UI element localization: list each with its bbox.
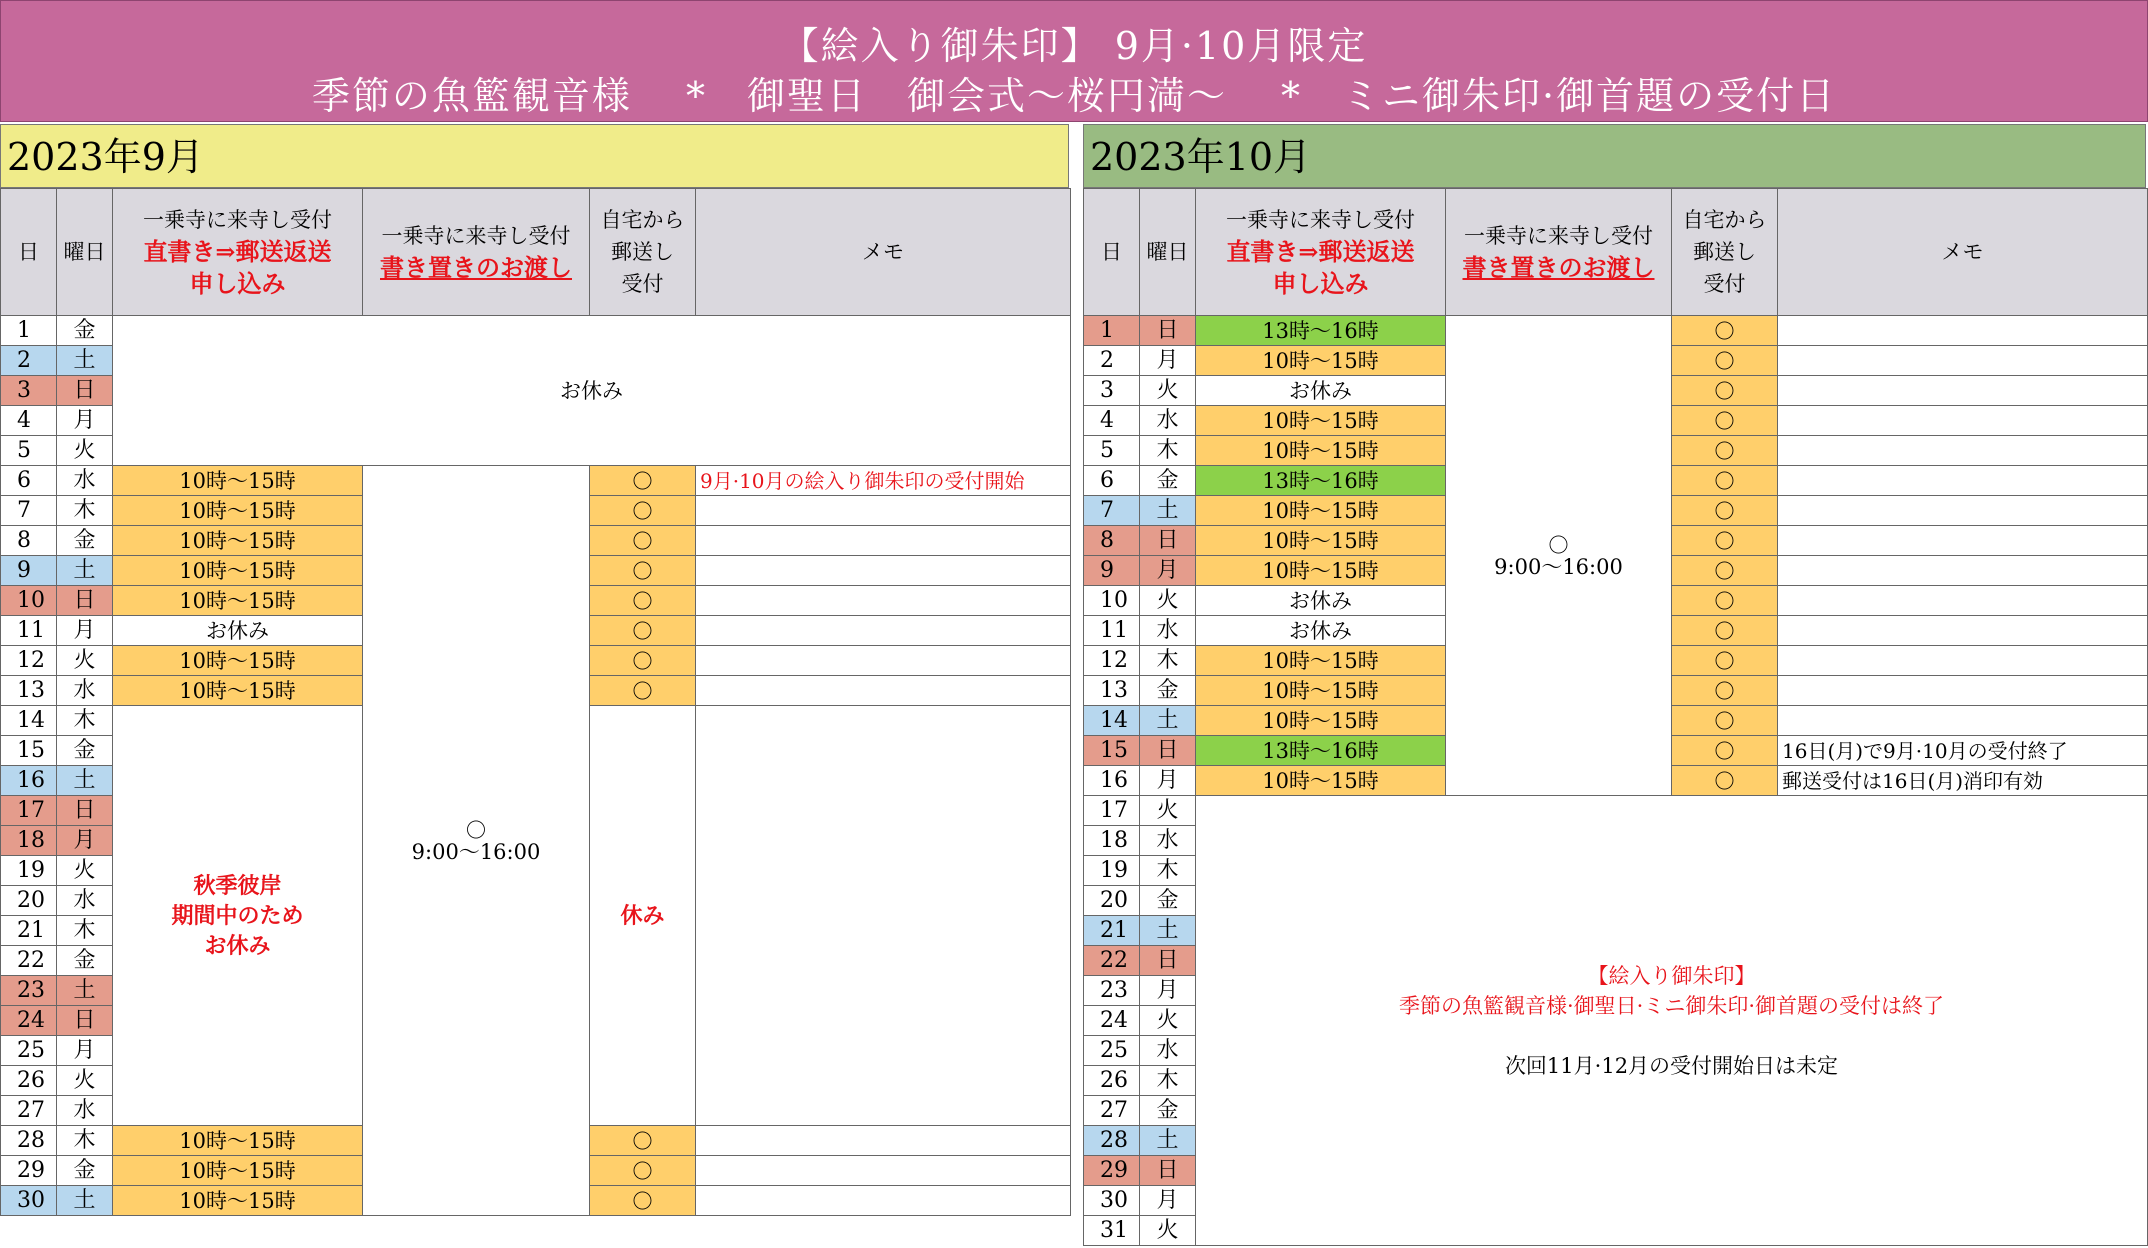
weekday: 水 — [57, 676, 113, 706]
weekday: 水 — [57, 466, 113, 496]
weekday: 木 — [57, 706, 113, 736]
mail-circle: 〇 — [590, 1126, 696, 1156]
weekday: 水 — [1140, 1036, 1196, 1066]
weekday: 金 — [57, 736, 113, 766]
hours-cell: お休み — [1196, 616, 1446, 646]
hours-cell: お休み — [1196, 586, 1446, 616]
weekday: 金 — [1140, 1096, 1196, 1126]
pre-written-circle: 〇 — [1548, 532, 1569, 557]
higan-line3: お休み — [204, 932, 271, 959]
weekday: 月 — [57, 616, 113, 646]
day-number: 14 — [1, 706, 57, 736]
memo-cell — [696, 1186, 1071, 1216]
header-mail — [1672, 189, 1778, 316]
weekday: 火 — [1140, 1216, 1196, 1246]
header-visit-pre-line2: 書き置きのお渡し — [380, 253, 572, 282]
mail-circle: 〇 — [1672, 646, 1778, 676]
day-number: 3 — [1, 376, 57, 406]
weekday: 月 — [1140, 1186, 1196, 1216]
weekday: 土 — [1140, 916, 1196, 946]
weekday: 金 — [1140, 676, 1196, 706]
closed-notice: お休み — [113, 316, 1071, 466]
day-number: 29 — [1, 1156, 57, 1186]
day-number: 10 — [1084, 586, 1140, 616]
hours-cell: お休み — [1196, 376, 1446, 406]
banner-line-1: 【絵入り御朱印】 9月·10月限定 — [780, 24, 1368, 68]
mail-circle: 〇 — [1672, 316, 1778, 346]
end-notice-line2: 季節の魚籃観音様·御聖日·ミニ御朱印·御首題の受付は終了 — [1398, 993, 1945, 1018]
header-visit-pre-line2: 書き置きのお渡し — [1462, 253, 1655, 282]
weekday: 金 — [1140, 466, 1196, 496]
higan-notice — [113, 706, 363, 1126]
weekday: 水 — [1140, 616, 1196, 646]
header-visit-pre — [1446, 189, 1672, 316]
weekday: 火 — [1140, 796, 1196, 826]
hours-cell: 10時～15時 — [1196, 646, 1446, 676]
header-visit-pre-line1: 一乗寺に来寺し受付 — [1464, 224, 1653, 248]
weekday: 土 — [57, 976, 113, 1006]
header-mail-line2: 郵送し — [611, 240, 674, 264]
weekday: 木 — [57, 916, 113, 946]
day-number: 16 — [1084, 766, 1140, 796]
hours-cell: 10時～15時 — [1196, 556, 1446, 586]
hours-cell: 10時～15時 — [113, 1126, 363, 1156]
weekday: 日 — [57, 796, 113, 826]
memo-cell — [696, 676, 1071, 706]
hours-cell: 10時～15時 — [1196, 346, 1446, 376]
weekday: 土 — [1140, 496, 1196, 526]
hours-cell: 10時～15時 — [1196, 496, 1446, 526]
table-row — [1, 466, 1071, 496]
mail-circle: 〇 — [1672, 556, 1778, 586]
day-number: 6 — [1084, 466, 1140, 496]
mail-rest-notice: 休み — [590, 706, 696, 1126]
weekday: 土 — [57, 556, 113, 586]
table-row — [1084, 316, 2148, 346]
header-day: 日 — [1, 189, 57, 316]
weekday: 金 — [57, 1156, 113, 1186]
memo-cell: 9月·10月の絵入り御朱印の受付開始 — [696, 466, 1071, 496]
day-number: 4 — [1, 406, 57, 436]
mail-circle: 〇 — [590, 586, 696, 616]
day-number: 16 — [1, 766, 57, 796]
day-number: 10 — [1, 586, 57, 616]
header-memo: メモ — [696, 189, 1071, 316]
mail-circle: 〇 — [1672, 496, 1778, 526]
day-number: 18 — [1084, 826, 1140, 856]
day-number: 7 — [1084, 496, 1140, 526]
hours-cell: 10時～15時 — [113, 1156, 363, 1186]
weekday: 月 — [1140, 976, 1196, 1006]
october-table — [1083, 188, 2148, 1246]
weekday: 日 — [1140, 736, 1196, 766]
pre-written-circle: 〇 — [466, 817, 486, 842]
hours-cell: 10時～15時 — [113, 556, 363, 586]
day-number: 22 — [1084, 946, 1140, 976]
weekday: 月 — [1140, 766, 1196, 796]
day-number: 21 — [1, 916, 57, 946]
mail-circle: 〇 — [590, 1186, 696, 1216]
memo-cell: 16日(月)で9月·10月の受付終了 — [1778, 736, 2148, 766]
weekday: 月 — [57, 406, 113, 436]
day-number: 14 — [1084, 706, 1140, 736]
weekday: 土 — [1140, 706, 1196, 736]
memo-cell: 郵送受付は16日(月)消印有効 — [1778, 766, 2148, 796]
hours-cell: 10時～15時 — [113, 526, 363, 556]
day-number: 8 — [1, 526, 57, 556]
hours-cell: 10時～15時 — [113, 676, 363, 706]
weekday: 金 — [57, 316, 113, 346]
october-title: 2023年10月 — [1083, 124, 2146, 188]
weekday: 土 — [57, 346, 113, 376]
day-number: 5 — [1084, 436, 1140, 466]
mail-circle: 〇 — [1672, 466, 1778, 496]
day-number: 31 — [1084, 1216, 1140, 1246]
end-notice-line3: 次回11月·12月の受付開始日は未定 — [1504, 1053, 1839, 1078]
header-mail — [590, 189, 696, 316]
mail-circle: 〇 — [590, 1156, 696, 1186]
mail-circle: 〇 — [1672, 436, 1778, 466]
hours-cell: 10時～15時 — [1196, 676, 1446, 706]
mail-circle: 〇 — [590, 616, 696, 646]
higan-line1: 秋季彼岸 — [193, 872, 282, 899]
day-number: 19 — [1, 856, 57, 886]
header-visit-direct-line2: 直書き⇒郵送返送 — [1226, 237, 1415, 266]
header-row — [1084, 189, 2148, 316]
memo-cell — [1778, 586, 2148, 616]
weekday: 火 — [57, 646, 113, 676]
memo-cell — [1778, 466, 2148, 496]
weekday: 日 — [57, 376, 113, 406]
day-number: 6 — [1, 466, 57, 496]
day-number: 3 — [1084, 376, 1140, 406]
weekday: 水 — [57, 1096, 113, 1126]
header-weekday: 曜日 — [57, 189, 113, 316]
mail-circle: 〇 — [590, 646, 696, 676]
day-number: 30 — [1, 1186, 57, 1216]
weekday: 日 — [1140, 526, 1196, 556]
weekday: 土 — [57, 766, 113, 796]
weekday: 火 — [1140, 1006, 1196, 1036]
day-number: 20 — [1, 886, 57, 916]
pre-written-hours — [1446, 316, 1672, 796]
day-number: 19 — [1084, 856, 1140, 886]
september-table — [0, 188, 1071, 1216]
weekday: 日 — [1140, 316, 1196, 346]
header-mail-line3: 受付 — [621, 272, 664, 296]
memo-cell — [696, 616, 1071, 646]
header-visit-direct — [1196, 189, 1446, 316]
pre-written-time: 9:00～16:00 — [1494, 554, 1623, 579]
memo-cell — [696, 496, 1071, 526]
memo-cell — [1778, 316, 2148, 346]
day-number: 13 — [1084, 676, 1140, 706]
day-number: 2 — [1084, 346, 1140, 376]
weekday: 金 — [1140, 886, 1196, 916]
day-number: 27 — [1084, 1096, 1140, 1126]
table-row — [1, 316, 1071, 346]
day-number: 1 — [1, 316, 57, 346]
header-mail-line1: 自宅から — [1682, 208, 1767, 232]
day-number: 7 — [1, 496, 57, 526]
day-number: 5 — [1, 436, 57, 466]
weekday: 金 — [57, 946, 113, 976]
hours-cell: 10時～15時 — [1196, 706, 1446, 736]
day-number: 15 — [1084, 736, 1140, 766]
end-notice-spacer — [1196, 1021, 2147, 1051]
weekday: 木 — [1140, 1066, 1196, 1096]
day-number: 22 — [1, 946, 57, 976]
banner-line-2: 季節の魚籃観音様 * 御聖日 御会式～桜円満～ * ミニ御朱印·御首題の受付日 — [311, 74, 1837, 118]
memo-cell — [1778, 526, 2148, 556]
day-number: 12 — [1, 646, 57, 676]
end-notice — [1196, 796, 2148, 1246]
memo-cell — [696, 526, 1071, 556]
hours-cell: 10時～15時 — [1196, 766, 1446, 796]
weekday: 月 — [1140, 346, 1196, 376]
weekday: 土 — [1140, 1126, 1196, 1156]
mail-circle: 〇 — [1672, 586, 1778, 616]
mail-circle: 〇 — [1672, 706, 1778, 736]
weekday: 金 — [57, 526, 113, 556]
day-number: 11 — [1084, 616, 1140, 646]
header-mail-line3: 受付 — [1703, 272, 1746, 296]
hours-cell: お休み — [113, 616, 363, 646]
hours-cell: 10時～15時 — [113, 1186, 363, 1216]
memo-cell — [696, 706, 1071, 1126]
mail-circle: 〇 — [590, 676, 696, 706]
mail-circle: 〇 — [1672, 376, 1778, 406]
day-number: 23 — [1, 976, 57, 1006]
memo-cell — [1778, 646, 2148, 676]
memo-cell — [696, 556, 1071, 586]
memo-cell — [1778, 436, 2148, 466]
memo-cell — [1778, 556, 2148, 586]
weekday: 木 — [1140, 436, 1196, 466]
weekday: 日 — [57, 1006, 113, 1036]
day-number: 28 — [1084, 1126, 1140, 1156]
day-number: 2 — [1, 346, 57, 376]
day-number: 26 — [1084, 1066, 1140, 1096]
memo-cell — [1778, 496, 2148, 526]
memo-cell — [1778, 616, 2148, 646]
weekday: 木 — [1140, 856, 1196, 886]
day-number: 29 — [1084, 1156, 1140, 1186]
weekday: 火 — [57, 436, 113, 466]
day-number: 25 — [1084, 1036, 1140, 1066]
header-day: 日 — [1084, 189, 1140, 316]
weekday: 日 — [1140, 1156, 1196, 1186]
memo-cell — [1778, 406, 2148, 436]
day-number: 27 — [1, 1096, 57, 1126]
hours-cell: 10時～15時 — [113, 466, 363, 496]
memo-cell — [696, 1156, 1071, 1186]
weekday: 火 — [57, 856, 113, 886]
mail-circle: 〇 — [1672, 676, 1778, 706]
header-row — [1, 189, 1071, 316]
memo-cell — [696, 646, 1071, 676]
header-visit-pre — [363, 189, 590, 316]
day-number: 4 — [1084, 406, 1140, 436]
header-mail-line2: 郵送し — [1693, 240, 1756, 264]
mail-circle: 〇 — [590, 466, 696, 496]
pre-written-time: 9:00～16:00 — [411, 839, 541, 864]
day-number: 15 — [1, 736, 57, 766]
header-visit-direct-line3: 申し込み — [1272, 269, 1369, 298]
mail-circle: 〇 — [1672, 526, 1778, 556]
header-visit-direct-line1: 一乗寺に来寺し受付 — [1226, 208, 1415, 232]
september-title: 2023年9月 — [0, 124, 1069, 188]
day-number: 9 — [1084, 556, 1140, 586]
table-row — [1084, 796, 2148, 826]
day-number: 12 — [1084, 646, 1140, 676]
header-weekday: 曜日 — [1140, 189, 1196, 316]
header-memo: メモ — [1778, 189, 2148, 316]
day-number: 20 — [1084, 886, 1140, 916]
day-number: 17 — [1, 796, 57, 826]
memo-cell — [1778, 706, 2148, 736]
mail-circle: 〇 — [590, 526, 696, 556]
weekday: 月 — [1140, 556, 1196, 586]
header-visit-direct — [113, 189, 363, 316]
day-number: 9 — [1, 556, 57, 586]
day-number: 24 — [1, 1006, 57, 1036]
hours-cell: 13時～16時 — [1196, 316, 1446, 346]
header-visit-pre-line1: 一乗寺に来寺し受付 — [381, 224, 571, 248]
weekday: 木 — [57, 1126, 113, 1156]
weekday: 火 — [1140, 586, 1196, 616]
header-visit-direct-line2: 直書き⇒郵送返送 — [143, 237, 332, 266]
day-number: 11 — [1, 616, 57, 646]
day-number: 17 — [1084, 796, 1140, 826]
mail-circle: 〇 — [1672, 346, 1778, 376]
weekday: 木 — [1140, 646, 1196, 676]
memo-cell — [1778, 376, 2148, 406]
weekday: 日 — [57, 586, 113, 616]
day-number: 25 — [1, 1036, 57, 1066]
memo-cell — [1778, 676, 2148, 706]
day-number: 30 — [1084, 1186, 1140, 1216]
day-number: 13 — [1, 676, 57, 706]
hours-cell: 13時～16時 — [1196, 466, 1446, 496]
day-number: 21 — [1084, 916, 1140, 946]
title-banner — [0, 0, 2148, 122]
header-visit-direct-line1: 一乗寺に来寺し受付 — [143, 208, 332, 232]
day-number: 23 — [1084, 976, 1140, 1006]
day-number: 26 — [1, 1066, 57, 1096]
weekday: 土 — [57, 1186, 113, 1216]
day-number: 28 — [1, 1126, 57, 1156]
day-number: 24 — [1084, 1006, 1140, 1036]
memo-cell — [696, 586, 1071, 616]
end-notice-line1: 【絵入り御朱印】 — [1587, 963, 1756, 988]
mail-circle: 〇 — [590, 496, 696, 526]
weekday: 水 — [1140, 406, 1196, 436]
weekday: 月 — [57, 826, 113, 856]
mail-circle: 〇 — [1672, 736, 1778, 766]
weekday: 木 — [57, 496, 113, 526]
weekday: 水 — [1140, 826, 1196, 856]
mail-circle: 〇 — [1672, 406, 1778, 436]
day-number: 8 — [1084, 526, 1140, 556]
day-number: 1 — [1084, 316, 1140, 346]
higan-line2: 期間中のため — [171, 902, 304, 929]
weekday: 火 — [57, 1066, 113, 1096]
weekday: 火 — [1140, 376, 1196, 406]
pre-written-hours — [363, 466, 590, 1216]
weekday: 日 — [1140, 946, 1196, 976]
hours-cell: 10時～15時 — [113, 586, 363, 616]
hours-cell: 10時～15時 — [1196, 406, 1446, 436]
weekday: 水 — [57, 886, 113, 916]
hours-cell: 10時～15時 — [113, 646, 363, 676]
hours-cell: 10時～15時 — [1196, 526, 1446, 556]
memo-cell — [696, 1126, 1071, 1156]
mail-circle: 〇 — [1672, 766, 1778, 796]
hours-cell: 10時～15時 — [1196, 436, 1446, 466]
header-mail-line1: 自宅から — [600, 208, 685, 232]
day-number: 18 — [1, 826, 57, 856]
hours-cell: 13時～16時 — [1196, 736, 1446, 766]
mail-circle: 〇 — [1672, 616, 1778, 646]
weekday: 月 — [57, 1036, 113, 1066]
memo-cell — [1778, 346, 2148, 376]
mail-circle: 〇 — [590, 556, 696, 586]
hours-cell: 10時～15時 — [113, 496, 363, 526]
header-visit-direct-line3: 申し込み — [189, 269, 286, 298]
